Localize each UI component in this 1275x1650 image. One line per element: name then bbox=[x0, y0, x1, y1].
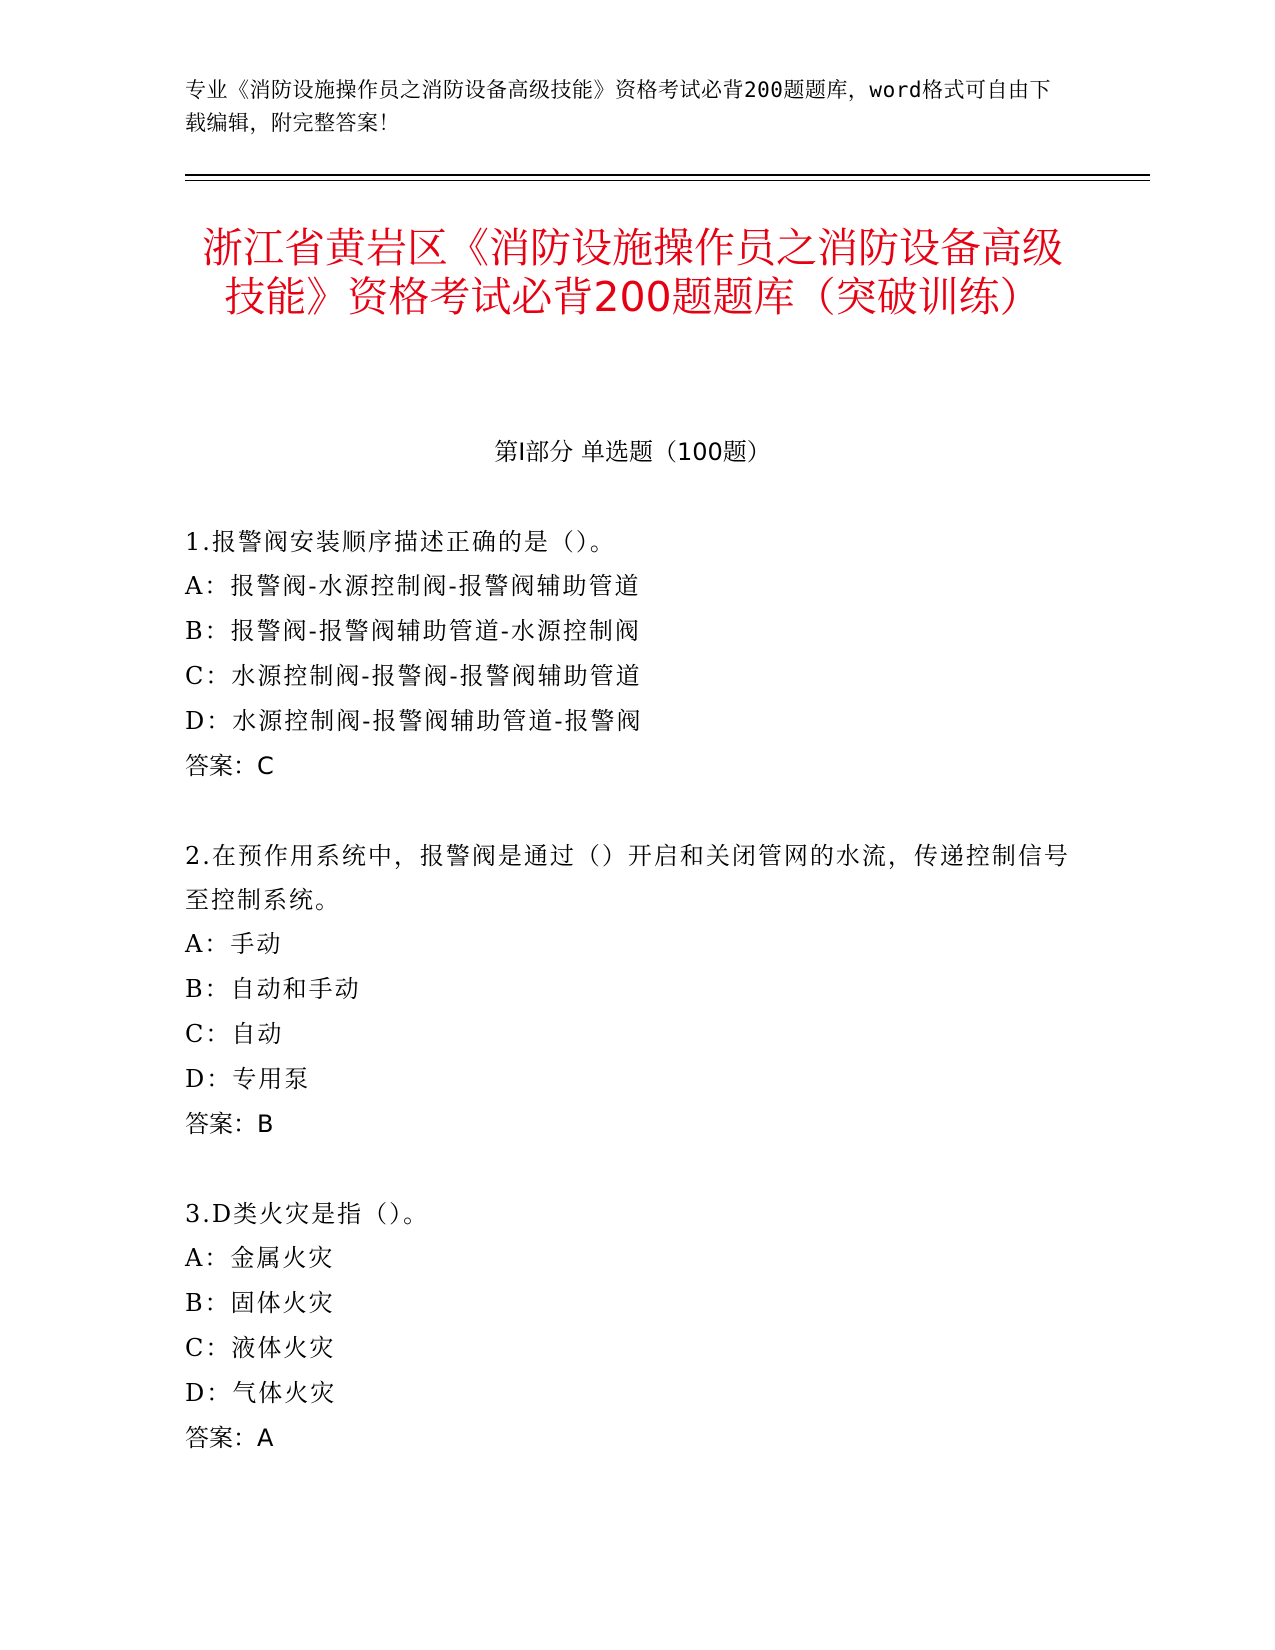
question-stem: 3.D类火灾是指（）。 bbox=[185, 1200, 430, 1228]
question-3 bbox=[185, 1192, 1085, 1461]
option-d: D：专用泵 bbox=[185, 1065, 311, 1093]
option-b: B：报警阀-报警阀辅助管道-水源控制阀 bbox=[185, 617, 641, 645]
question-1 bbox=[185, 520, 1085, 789]
option-a: A：金属火灾 bbox=[185, 1244, 335, 1272]
option-b: B：固体火灾 bbox=[185, 1289, 335, 1317]
section-heading: 第Ⅰ部分 单选题（100题） bbox=[494, 438, 771, 466]
option-d: D：水源控制阀-报警阀辅助管道-报警阀 bbox=[185, 707, 643, 735]
option-a: A：报警阀-水源控制阀-报警阀辅助管道 bbox=[185, 572, 641, 600]
question-list bbox=[185, 520, 1085, 1506]
answer: 答案：A bbox=[185, 1424, 274, 1452]
question-2 bbox=[185, 834, 1085, 1147]
document-title: 浙江省黄岩区《消防设施操作员之消防设备高级技能》资格考试必背200题题库（突破训练） bbox=[202, 224, 1063, 321]
header-rule-thin bbox=[185, 180, 1150, 181]
option-c: C：自动 bbox=[185, 1020, 284, 1048]
option-d: D：气体火灾 bbox=[185, 1379, 337, 1407]
option-c: C：水源控制阀-报警阀-报警阀辅助管道 bbox=[185, 662, 642, 690]
question-stem: 2.在预作用系统中，报警阀是通过（）开启和关闭管网的水流，传递控制信号至控制系统。 bbox=[185, 842, 1070, 914]
answer: 答案：B bbox=[185, 1110, 274, 1138]
option-b: B：自动和手动 bbox=[185, 975, 361, 1003]
header-note: 专业《消防设施操作员之消防设备高级技能》资格考试必背200题题库，word格式可自由下载编辑，附完整答案！ bbox=[185, 78, 1051, 135]
option-a: A：手动 bbox=[185, 930, 283, 958]
question-stem: 1.报警阀安装顺序描述正确的是（）。 bbox=[185, 528, 616, 556]
header-rule-thick bbox=[185, 174, 1150, 176]
option-c: C：液体火灾 bbox=[185, 1334, 336, 1362]
answer: 答案：C bbox=[185, 752, 274, 780]
